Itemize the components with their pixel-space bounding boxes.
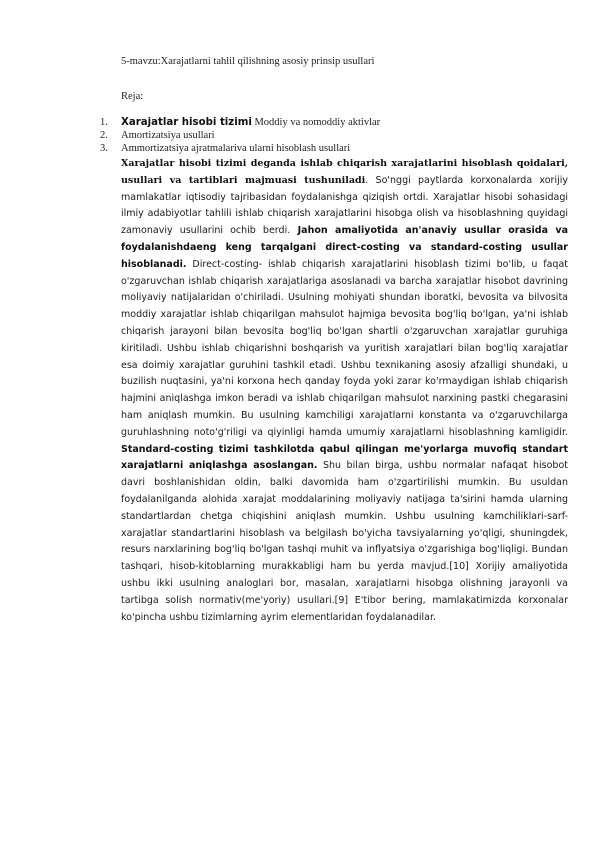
plan-item-text: Moddiy va nomoddiy aktivlar <box>251 117 381 128</box>
body-bold-methods: Jahon amaliyotida an'anaviy usullar orasida va foydalanishdaeng keng tarqalgani direct-costing va standard-costing usullar hisoblanadi. <box>121 225 568 270</box>
plan-item-text: Ammortizatsiya ajratmalariva ularni hisoblash usullari <box>121 143 351 154</box>
plan-item-1 <box>100 116 570 129</box>
body-text-2: Direct-costing- ishlab chiqarish xarajatlarini hisoblash tizimi bo'lib, u faqat o'zgaruvchan ishlab chiqarish xarajatlariga asoslanadi va barcha xarajatlar hisobot davrining moliyaviy natijalaridan o'chiriladi. Usulning mohiyati shundan iboratki, bevosita va bilvosita moddiy xarajatlar ishlab chiqarilgan mahsulot hajmiga bevosita bog'liq bo'lgan, ya'ni ishlab chiqarish jarayoni bilan bevosita bog'liq bo'lgan shartli o'zgaruvchan xarajatlar guruhiga kiritiladi. Ushbu ishlab chiqarishni boshqarish va yuritish xarajatlari bilan bog'liq xarajatlar esa doimiy xarajatlar guruhini tashkil etadi. Ushbu texnikaning asosiy afzalligi shundaki, u buzilish nuqtasini, ya'ni korxona hech qanday foyda yoki zarar ko'rmaydigan ishlab chiqarish hajmini aniqlashga imkon beradi va ishlab chiqarilgan mahsulot narxining pastki chegarasini ham aniqlash mumkin. Bu usulning kamchiligi xarajatlarni konstanta va o'zgaruvchilarga guruhlashning noto'g'riligi va qiyinligi hamda umumiy xarajatlarni hisoblashning kamligidir. <box>121 258 568 438</box>
body-text-3: Shu bilan birga, ushbu normalar nafaqat hisobot davri boshlanishidan oldin, balki davomida ham o'zgartirilishi mumkin. Bu usuldan foydalanilganda alohida xarajat moddalarining moliyaviy natijaga ta'sirini hamda ularning standartlardan chetga chiqishini aniqlash mumkin. Ushbu usulning kamchiliklari-sarf-xarajatlar standartlarini hisoblash va belgilash bo'yicha tavsiyalarning yo'qligi, shuningdek, resurs narxlarining bog'liq bo'lgan tashqi muhit va inflyatsiya o'zgarishiga bog'liqligi. Bundan tashqari, hisob-kitoblarning murakkabligi ham bu yerda mavjud.[10] Xorijiy amaliyotida ushbu ikki usulning analoglari bor, masalan, xarajatlarni hisobga olishning jarayonli va tartibga solish normativ(me'yoriy) usullari.[9] E'tibor bering, mamlakatimizda korxonalar ko'pincha ushbu tizimlarning ayrim elementlaridan foydalanadilar. <box>121 460 568 623</box>
body-paragraph <box>121 156 568 626</box>
plan-item-lead: Xarajatlar hisobi tizimi <box>121 117 252 128</box>
plan-item-text: Amortizatsiya usullari <box>121 130 215 141</box>
plan-item-2 <box>100 129 570 142</box>
plan-list <box>100 116 570 155</box>
body-bold-standard-costing: Standard-costing tizimi tashkilotda qabul qilingan me'yorlarga muvofiq standart xarajatlarni aniqlashga asoslangan. <box>121 443 568 472</box>
body-text-1: . So'nggi paytlarda korxonalarda xorijiy mamlakatlar iqtisodiy tajribasidan foydalanishga qiziqish ortdi. Xarajatlar hisobi sohasidagi ilmiy adabiyotlar tahlili ishlab chiqarish xarajatlarini hisobga olish va hisoblashning quyidagi zamonaviy usullarini ochib berdi. <box>121 174 569 237</box>
list-number: 1. <box>100 117 108 128</box>
body-bold-definition: Xarajatlar hisobi tizimi deganda ishlab chiqarish xarajatlarini hisoblash qoidalari, usullari va tartiblari majmuasi tushuniladi <box>121 158 568 186</box>
document-title: 5-mavzu:Xarajatlarni tahlil qilishning asosiy prinsip usullari <box>121 56 375 67</box>
list-number: 3. <box>100 143 108 154</box>
plan-heading: Reja: <box>121 91 144 102</box>
plan-item-3 <box>100 142 570 155</box>
list-number: 2. <box>100 130 108 141</box>
